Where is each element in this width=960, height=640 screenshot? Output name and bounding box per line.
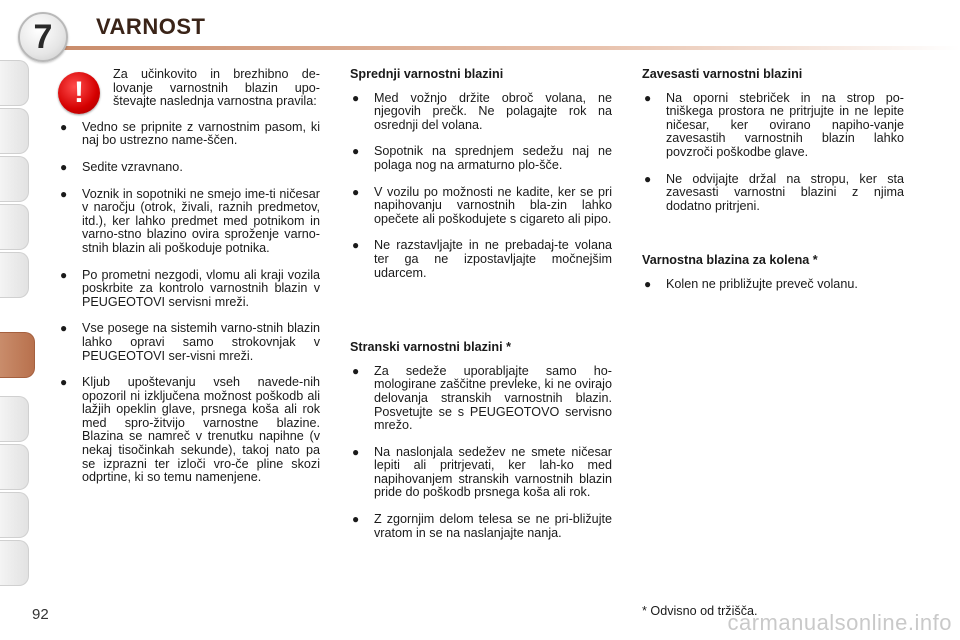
- bullet-icon: ●: [352, 238, 360, 253]
- bullet-icon: ●: [60, 159, 68, 174]
- knee-airbag-list: [642, 278, 904, 292]
- curtain-airbag-list: [642, 92, 904, 214]
- list-item: ● Ne razstavljajte in ne prebadaj-te volana ter ga ne izpostavljajte močnejšim udarcem.: [352, 238, 612, 280]
- section-heading-curtain-airbags: Zavesasti varnostni blazini: [642, 67, 803, 81]
- list-item: ● Ne odvijajte držal na stropu, ker sta zavesasti varnostni blazini z njima dodatno pritrjeni.: [644, 171, 904, 213]
- list-item: ● Na naslonjala sedežev ne smete ničesar lepiti ali pritrjevati, ker lah-ko med napihovanjem stranskih varnostnih blazin pride do poškodb prsnega koša ali rok.: [352, 444, 612, 500]
- list-item: ● Z zgornjim delom telesa se ne pri-bližujte vratom in se na naslanjajte nanja.: [352, 512, 612, 540]
- bullet-icon: ●: [644, 276, 652, 291]
- list-item: ● Vedno se pripnite z varnostnim pasom, ki naj bo ustrezno name-ščen.: [60, 119, 320, 148]
- bullet-icon: ●: [644, 90, 652, 105]
- bullet-icon: ●: [60, 267, 68, 282]
- bullet-icon: ●: [60, 321, 68, 336]
- section-heading-side-airbags: Stranski varnostni blazini *: [350, 340, 511, 355]
- bullet-icon: ●: [352, 184, 360, 199]
- bullet-icon: ●: [352, 363, 360, 378]
- bullet-icon: ●: [352, 512, 360, 527]
- list-item: ● Po prometni nezgodi, vlomu ali kraji vozila poskrbite za kontrolo varnostnih blazin v PEUGEOTOVI servisni mreži.: [60, 267, 320, 309]
- bullet-icon: ●: [644, 171, 652, 186]
- list-item: ● Kljub upoštevanju vseh navede-nih opozoril ni izključena možnost poškodb ali lažjih opeklin glave, prsnega koša ali rok med spro-žitvijo varnostne blazine. Blazina se namreč v trenutku napihne (v nekaj tisočinkah sekunde), takoj nato pa se izprazni ter izloči vro-če pline skozi odprtine, ki so temu namenjene.: [60, 375, 320, 485]
- bullet-icon: ●: [60, 119, 68, 134]
- list-item: ● Na oporni stebriček in na strop po-tniškega prostora ne pritrjujte in ne lepite ničesar, ker ovirano napiho-vanje zavesastih varnostnih blazin lahko povzroči poškodbe glave.: [644, 90, 904, 159]
- chapter-tabs: [0, 60, 32, 580]
- page-number: 92: [32, 606, 49, 623]
- column-curtain-knee-airbags: [642, 68, 904, 305]
- chapter-tab[interactable]: [0, 396, 29, 442]
- chapter-tab[interactable]: [0, 444, 29, 490]
- bullet-icon: ●: [352, 444, 360, 459]
- side-airbag-list: [350, 365, 612, 541]
- bullet-icon: ●: [352, 90, 360, 105]
- chapter-tab[interactable]: [0, 252, 29, 298]
- column-front-side-airbags: [350, 68, 612, 553]
- chapter-tab[interactable]: [0, 540, 29, 586]
- chapter-tab[interactable]: [0, 108, 29, 154]
- chapter-tab[interactable]: [0, 492, 29, 538]
- list-item: ● Sopotnik na sprednjem sedežu naj ne polaga nog na armaturno plo-šče.: [352, 144, 612, 172]
- section-heading-front-airbags: Sprednji varnostni blazini: [350, 67, 504, 81]
- chapter-number-badge: 7: [18, 12, 68, 62]
- column-general-rules: [58, 68, 320, 498]
- chapter-tab-active[interactable]: [0, 332, 35, 378]
- list-item: ● Sedite vzravnano.: [60, 159, 183, 174]
- exclamation-warning-icon: !: [58, 72, 100, 114]
- chapter-tab[interactable]: [0, 60, 29, 106]
- footnote: * Odvisno od tržišča.: [642, 604, 758, 618]
- chapter-tab[interactable]: [0, 204, 29, 250]
- page-title: VARNOST: [96, 14, 206, 39]
- watermark: carmanualsonline.info: [727, 610, 952, 635]
- rules-list: [58, 121, 320, 485]
- list-item: ● Kolen ne približujte preveč volanu.: [644, 276, 858, 291]
- list-item: ● Med vožnjo držite obroč volana, ne njegovih prečk. Ne polagajte rok na osrednji del volana.: [352, 90, 612, 132]
- intro-text: Za učinkovito in brezhibno de-lovanje varnostnih blazin upo-števajte naslednja varnostna pravila:: [113, 67, 320, 109]
- bullet-icon: ●: [60, 375, 68, 390]
- list-item: ● Za sedeže uporabljajte samo ho-mologirane zaščitne prevleke, ki ne ovirajo delovanja stranskih varnostnih blazin. Posvetujte se s PEUGEOTOVO servisno mrežo.: [352, 363, 612, 433]
- section-heading-knee-airbag: Varnostna blazina za kolena *: [642, 253, 818, 268]
- bullet-icon: ●: [60, 186, 68, 201]
- title-rule: [60, 46, 960, 50]
- list-item: ● Vse posege na sistemih varno-stnih blazin lahko opravi samo strokovnjak v PEUGEOTOVI ser-visni mreži.: [60, 321, 320, 363]
- front-airbag-list: [350, 92, 612, 281]
- chapter-tab[interactable]: [0, 156, 29, 202]
- bullet-icon: ●: [352, 144, 360, 159]
- list-item: ● V vozilu po možnosti ne kadite, ker se pri napihovanju varnostnih bla-zin lahko opečete ali poškodujete s cigareto ali pipo.: [352, 184, 612, 226]
- list-item: ● Voznik in sopotniki ne smejo ime-ti ničesar v naročju (otrok, živali, raznih predmetov, itd.), ker lahko predmet med potnikom in varno-stno blazino ovira sproženje varno-stnih blazin ali poškoduje potnika.: [60, 186, 320, 255]
